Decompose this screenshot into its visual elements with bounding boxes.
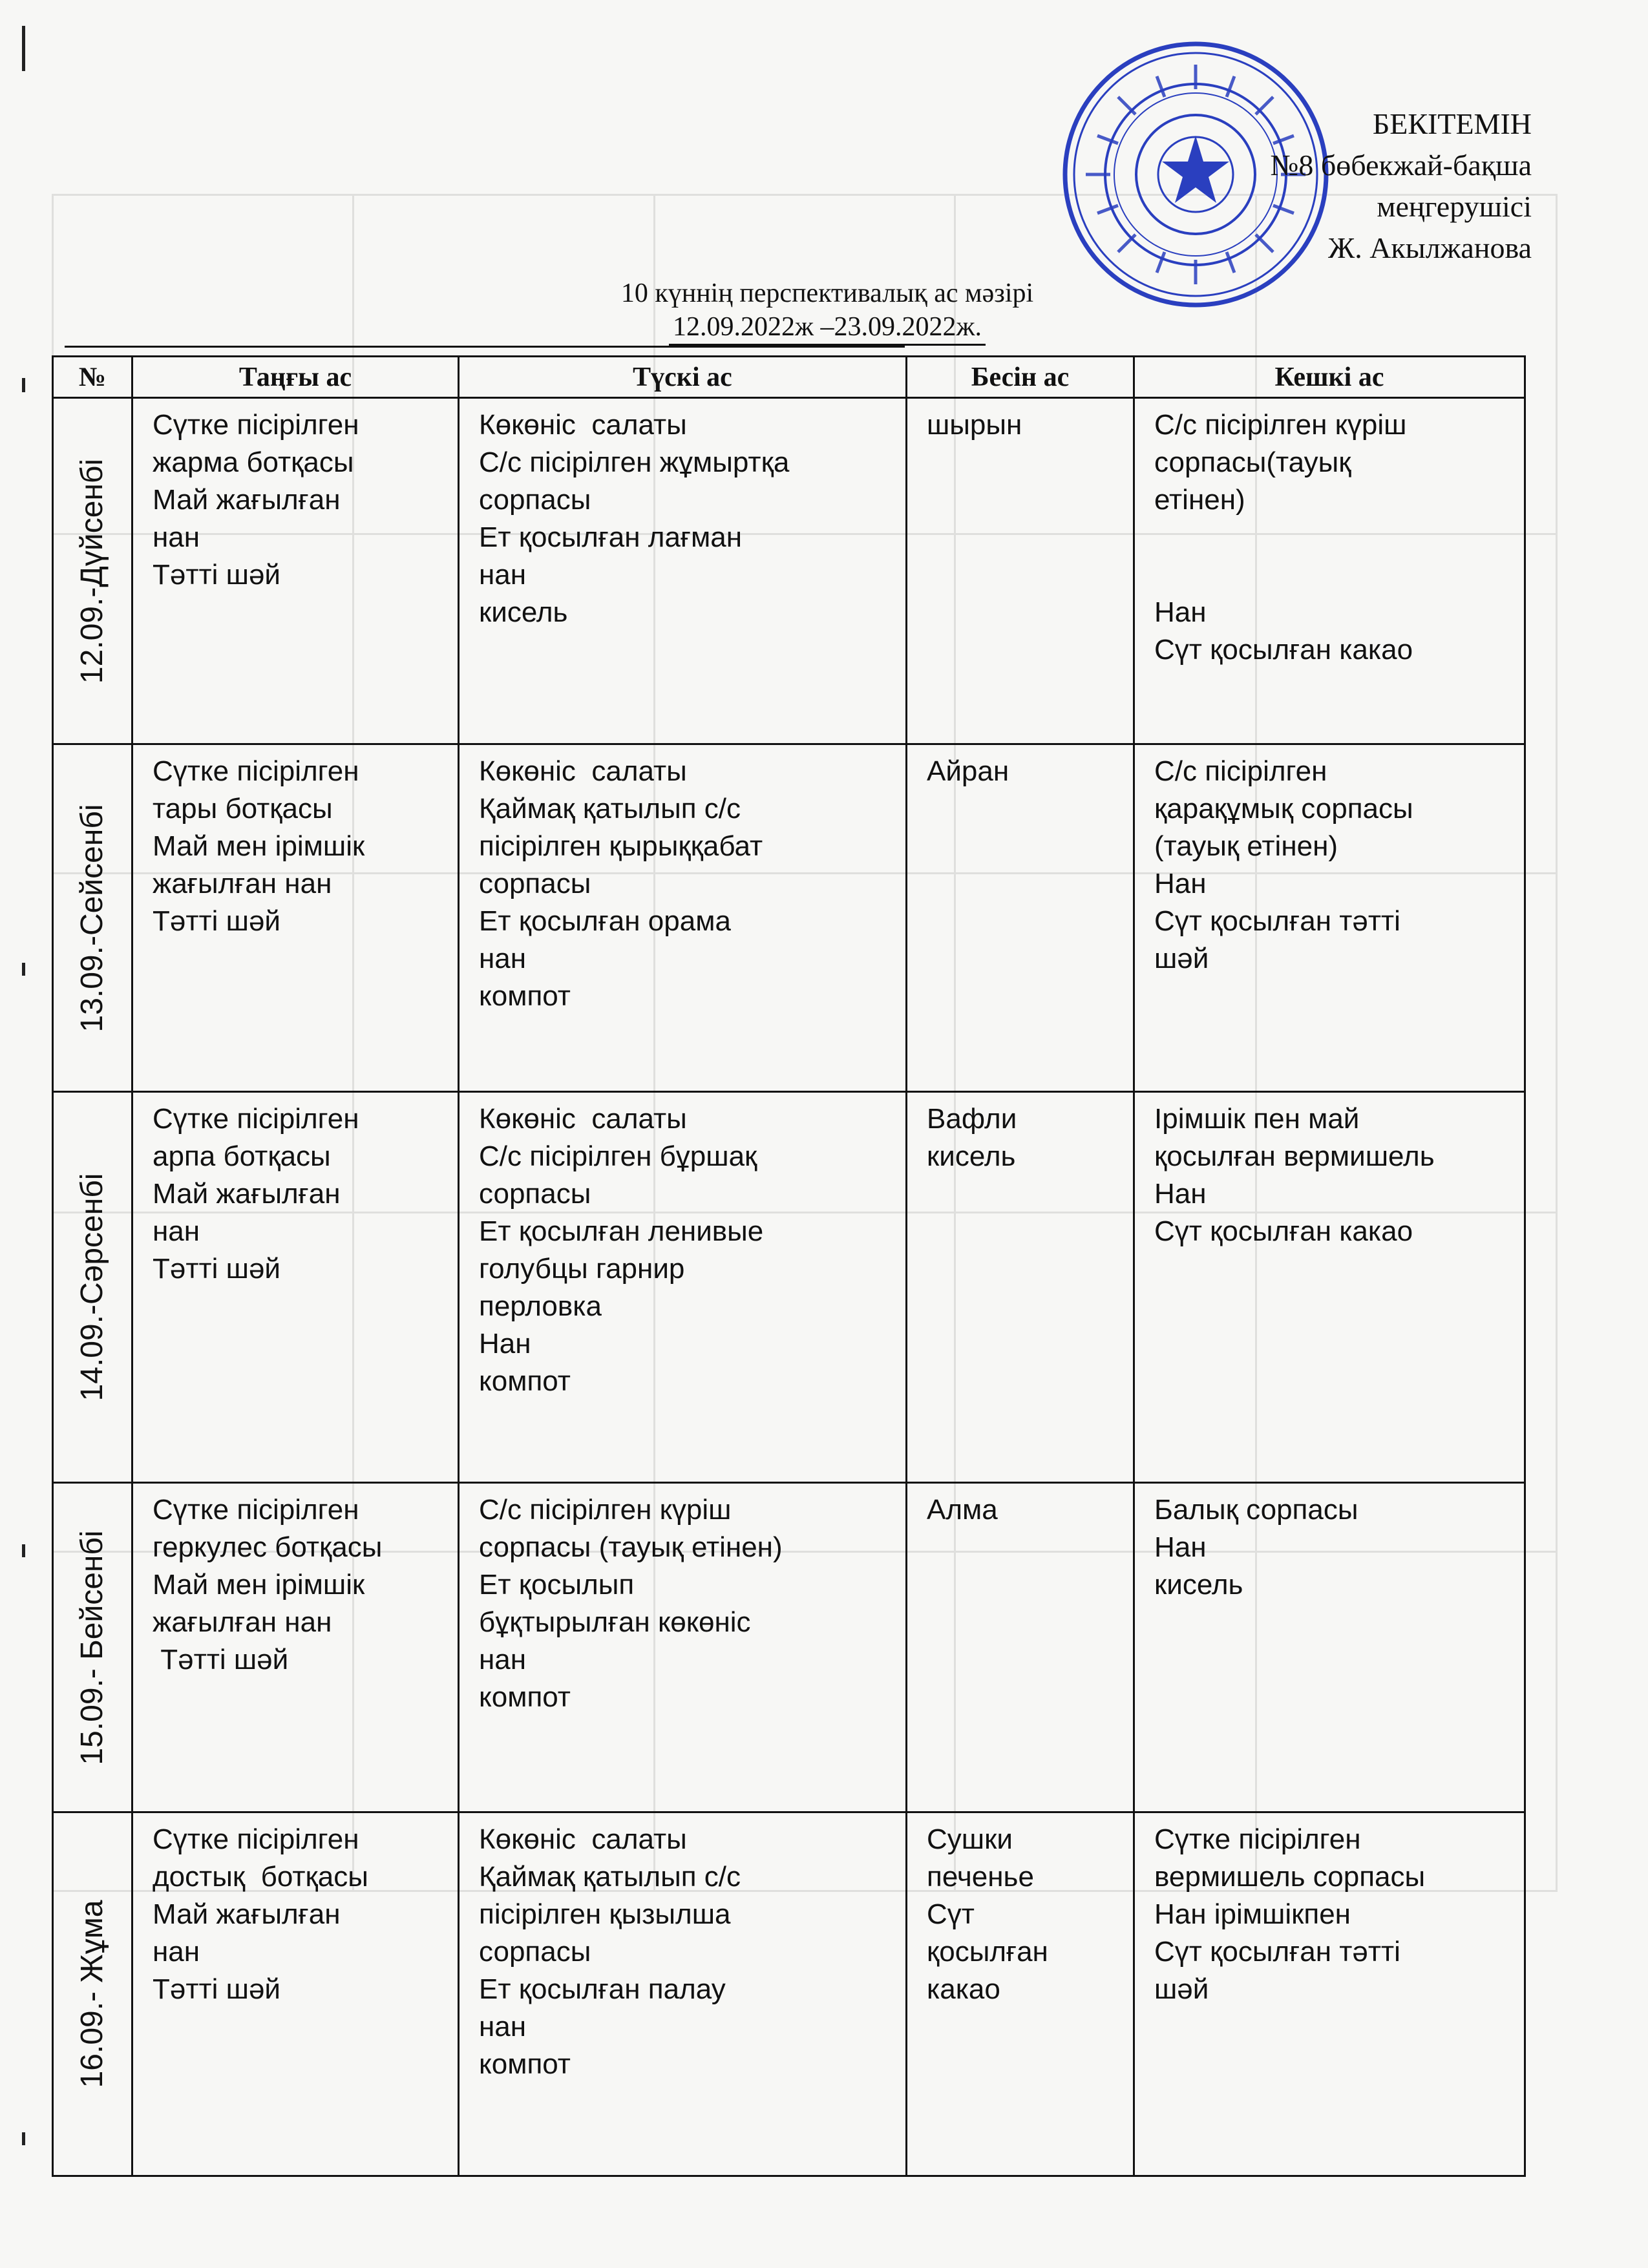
menu-item-line <box>1154 519 1512 556</box>
column-header-dinner: Кешкі ас <box>1134 357 1525 398</box>
menu-item-line: Ет қосылған лағман <box>479 521 742 553</box>
dinner-cell <box>1134 1483 1525 1812</box>
menu-item-line: пісірілген қырыққабат <box>479 830 763 862</box>
menu-item-line: Тәтті шәй <box>153 559 280 591</box>
menu-period: 12.09.2022ж –23.09.2022ж. <box>669 310 986 346</box>
menu-item-line: С/с пісірілген күріш <box>479 1494 732 1526</box>
menu-table-body <box>53 398 1525 2176</box>
lunch-cell <box>459 1483 907 1812</box>
day-cell <box>53 744 132 1092</box>
menu-item-line: Тәтті шәй <box>153 905 280 937</box>
menu-item-line: Сүтке пісірілген <box>153 755 359 787</box>
menu-item-line: Сүтке пісірілген <box>153 409 359 441</box>
scan-edge-mark <box>22 378 25 392</box>
menu-item-line: жарма ботқасы <box>153 446 354 478</box>
snack-cell <box>907 1483 1134 1812</box>
menu-item-line: нан <box>479 2011 527 2042</box>
breakfast-cell <box>132 1483 459 1812</box>
day-label: 16.09.- Жұма <box>75 1900 109 2088</box>
table-row <box>53 398 1525 744</box>
snack-cell <box>907 1092 1134 1483</box>
menu-item-line: Май мен ірімшік <box>153 830 365 862</box>
menu-item-line: С/с пісірілген <box>1154 755 1327 787</box>
day-cell <box>53 1812 132 2176</box>
menu-item-line: Балық сорпасы <box>1154 1494 1358 1526</box>
snack-cell <box>907 398 1134 744</box>
approval-institution: №8 бөбекжай-бақша <box>1270 149 1532 182</box>
breakfast-cell <box>132 398 459 744</box>
column-header-lunch: Түскі ас <box>459 357 907 398</box>
menu-item-line: компот <box>479 2048 571 2080</box>
menu-item-line: бұқтырылған көкөніс <box>479 1606 751 1638</box>
menu-item-line: Көкөніс салаты <box>479 1103 687 1135</box>
menu-item-line: Қаймақ қатылып с/с <box>479 1861 741 1893</box>
breakfast-cell <box>132 1092 459 1483</box>
menu-item-line: Айран <box>927 755 1009 787</box>
menu-item-line: арпа ботқасы <box>153 1140 331 1172</box>
menu-item-line: С/с пісірілген жұмыртқа <box>479 446 790 478</box>
menu-item-line: Ет қосылған орама <box>479 905 731 937</box>
menu-item-line: шәй <box>1154 943 1209 974</box>
lunch-cell <box>459 1092 907 1483</box>
menu-item-line: С/с пісірілген бұршақ <box>479 1140 757 1172</box>
menu-item-line: нан <box>479 1644 527 1675</box>
menu-title: 10 күннің перспективалық ас мәзірі <box>620 278 1034 308</box>
menu-item-line: қарақұмық сорпасы <box>1154 793 1413 824</box>
menu-item-line: Ет қосылған палау <box>479 1973 726 2005</box>
menu-item-line: жағылған нан <box>153 1606 332 1638</box>
menu-item-line: Сүтке пісірілген <box>1154 1823 1361 1855</box>
menu-item-line: Қаймақ қатылып с/с <box>479 793 741 824</box>
menu-item-line: жағылған нан <box>153 868 332 899</box>
menu-item-line: Нан <box>1154 1178 1207 1210</box>
table-header-row <box>53 357 1525 398</box>
column-header-breakfast: Таңғы ас <box>132 357 459 398</box>
menu-item-line: Май жағылған <box>153 1898 341 1930</box>
column-header-number: № <box>53 357 132 398</box>
menu-item-line: нан <box>153 1215 200 1247</box>
menu-item-line: Ет қосылған ленивые <box>479 1215 764 1247</box>
menu-item-line: Нан <box>1154 596 1207 628</box>
approval-block <box>1271 103 1532 269</box>
scan-edge-mark <box>22 1544 25 1557</box>
menu-item-line: сорпасы (тауық етінен) <box>479 1531 783 1563</box>
menu-item-line: нан <box>153 1936 200 1968</box>
menu-item-line: Тәтті шәй <box>153 1973 280 2005</box>
menu-item-line: Ет қосылып <box>479 1569 635 1601</box>
menu-item-line: перловка <box>479 1290 602 1322</box>
menu-item-line: шәй <box>1154 1973 1209 2005</box>
menu-item-line: вермишель сорпасы <box>1154 1861 1426 1893</box>
approval-heading: БЕКІТЕМІН <box>1372 107 1532 140</box>
day-label: 13.09.-Сейсенбі <box>75 804 109 1032</box>
menu-item-line: кисель <box>927 1140 1016 1172</box>
menu-item-line: Ірімшік пен май <box>1154 1103 1360 1135</box>
snack-cell <box>907 744 1134 1092</box>
menu-item-line: Көкөніс салаты <box>479 755 687 787</box>
menu-item-line: Нан <box>1154 1531 1207 1563</box>
table-row <box>53 1812 1525 2176</box>
menu-item-line: Сүт <box>927 1898 975 1930</box>
menu-item-line: компот <box>479 980 571 1012</box>
menu-item-line: печенье <box>927 1861 1034 1893</box>
menu-item-line: сорпасы <box>479 1936 591 1968</box>
menu-title-block <box>439 277 1215 346</box>
table-row <box>53 1483 1525 1812</box>
table-row <box>53 744 1525 1092</box>
menu-item-line: Май мен ірімшік <box>153 1569 365 1601</box>
lunch-cell <box>459 744 907 1092</box>
dinner-cell <box>1134 1092 1525 1483</box>
menu-item-line: нан <box>153 521 200 553</box>
menu-item-line: сорпасы <box>479 1178 591 1210</box>
menu-item-line: қосылған <box>927 1936 1048 1968</box>
menu-table <box>52 355 1526 2177</box>
breakfast-cell <box>132 744 459 1092</box>
column-header-snack: Бесін ас <box>907 357 1134 398</box>
title-underline <box>65 346 905 348</box>
menu-item-line: Сүтке пісірілген <box>153 1494 359 1526</box>
menu-item-line: компот <box>479 1681 571 1713</box>
day-cell <box>53 1483 132 1812</box>
menu-item-line: кисель <box>1154 1569 1243 1601</box>
menu-item-line: Алма <box>927 1494 998 1526</box>
day-label: 15.09.- Бейсенбі <box>75 1529 109 1765</box>
menu-item-line: компот <box>479 1365 571 1397</box>
scan-edge-mark <box>22 963 25 976</box>
table-row <box>53 1092 1525 1483</box>
menu-item-line: Сушки <box>927 1823 1013 1855</box>
menu-item-line <box>1154 556 1512 594</box>
menu-item-line: (тауық етінен) <box>1154 830 1338 862</box>
menu-item-line: Нан <box>1154 868 1207 899</box>
approval-position: меңгерушісі <box>1377 190 1532 223</box>
menu-item-line: Май жағылған <box>153 484 341 516</box>
menu-item-line: пісірілген қызылша <box>479 1898 731 1930</box>
lunch-cell <box>459 398 907 744</box>
menu-item-line: етінен) <box>1154 484 1245 516</box>
breakfast-cell <box>132 1812 459 2176</box>
menu-item-line: Көкөніс салаты <box>479 409 687 441</box>
snack-cell <box>907 1812 1134 2176</box>
dinner-cell <box>1134 398 1525 744</box>
menu-item-line: тары ботқасы <box>153 793 333 824</box>
menu-item-line: сорпасы <box>479 868 591 899</box>
menu-item-line: Сүт қосылған тәтті <box>1154 1936 1400 1968</box>
menu-item-line: Сүт қосылған какао <box>1154 634 1413 666</box>
menu-item-line: Тәтті шәй <box>153 1644 289 1675</box>
scan-edge-mark <box>22 2132 25 2145</box>
menu-item-line: Нан ірімшікпен <box>1154 1898 1351 1930</box>
menu-item-line: Сүт қосылған какао <box>1154 1215 1413 1247</box>
menu-item-line: геркулес ботқасы <box>153 1531 383 1563</box>
menu-item-line: Нан <box>479 1328 531 1360</box>
menu-item-line: Вафли <box>927 1103 1017 1135</box>
menu-item-line: С/с пісірілген күріш <box>1154 409 1407 441</box>
menu-item-line: сорпасы <box>479 484 591 516</box>
menu-item-line: Сүт қосылған тәтті <box>1154 905 1400 937</box>
menu-item-line: Май жағылған <box>153 1178 341 1210</box>
menu-item-line: голубцы гарнир <box>479 1253 685 1285</box>
dinner-cell <box>1134 744 1525 1092</box>
menu-item-line: нан <box>479 559 527 591</box>
menu-item-line: шырын <box>927 409 1022 441</box>
dinner-cell <box>1134 1812 1525 2176</box>
day-label: 12.09.-Дүйсенбі <box>75 458 109 684</box>
day-cell <box>53 398 132 744</box>
approval-signatory: Ж. Акылжанова <box>1328 231 1532 264</box>
menu-item-line: сорпасы(тауық <box>1154 446 1351 478</box>
menu-item-line: какао <box>927 1973 1000 2005</box>
menu-item-line: Сүтке пісірілген <box>153 1823 359 1855</box>
scan-edge-mark <box>22 26 25 71</box>
day-cell <box>53 1092 132 1483</box>
menu-item-line: қосылған вермишель <box>1154 1140 1435 1172</box>
lunch-cell <box>459 1812 907 2176</box>
menu-item-line: Сүтке пісірілген <box>153 1103 359 1135</box>
day-label: 14.09.-Сәрсенбі <box>75 1173 109 1402</box>
menu-item-line: кисель <box>479 596 568 628</box>
menu-item-line: нан <box>479 943 527 974</box>
menu-item-line: достық ботқасы <box>153 1861 368 1893</box>
menu-item-line: Тәтті шәй <box>153 1253 280 1285</box>
menu-item-line: Көкөніс салаты <box>479 1823 687 1855</box>
